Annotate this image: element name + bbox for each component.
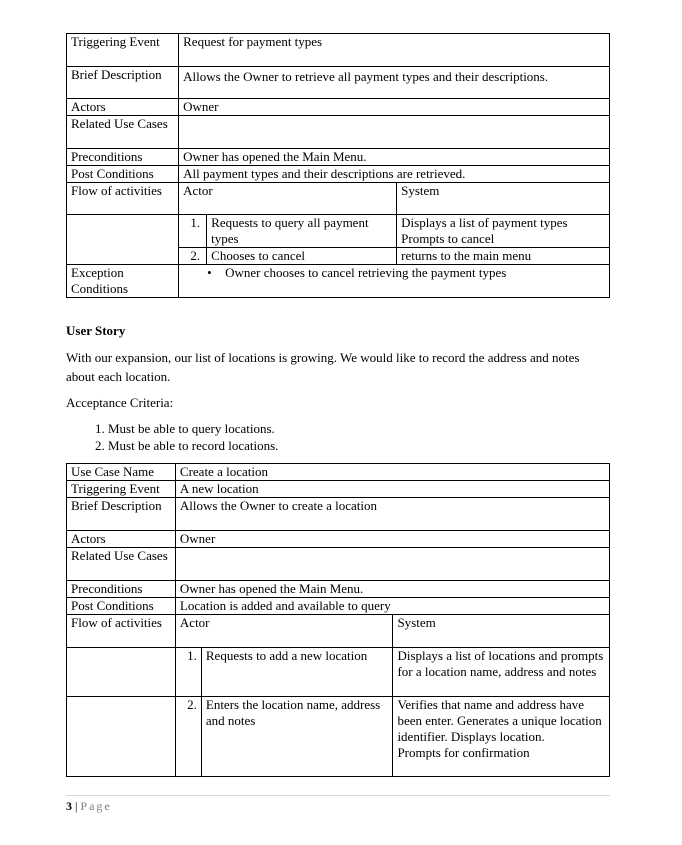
actors-label: Actors	[67, 99, 179, 116]
user-story-body: With our expansion, our list of locations is growing. We would like to record the address and notes about each location.	[66, 350, 580, 384]
system-column-header: System	[393, 615, 610, 648]
empty-cell	[67, 697, 176, 777]
page-number: 3	[66, 799, 72, 813]
use-case-name-value: Create a location	[175, 464, 609, 481]
actors-label: Actors	[67, 531, 176, 548]
list-item: 2. Must be able to record locations.	[108, 437, 278, 454]
related-use-cases-value	[179, 116, 610, 149]
footer-divider	[66, 795, 610, 796]
preconditions-value: Owner has opened the Main Menu.	[179, 149, 610, 166]
related-use-cases-label: Related Use Cases	[67, 548, 176, 581]
post-conditions-value: All payment types and their descriptions are retrieved.	[179, 166, 610, 183]
step-number: 2.	[179, 248, 207, 265]
use-case-name-label: Use Case Name	[67, 464, 176, 481]
table-row	[67, 697, 610, 777]
exception-conditions-value	[179, 265, 610, 298]
empty-cell	[67, 648, 176, 697]
triggering-event-label: Triggering Event	[67, 481, 176, 498]
step-system	[397, 215, 610, 248]
create-location-use-case-table	[66, 463, 610, 777]
table-row	[67, 648, 610, 697]
step-number: 2.	[175, 697, 201, 777]
page-footer	[66, 798, 112, 814]
brief-description-value: Allows the Owner to create a location	[175, 498, 609, 531]
exception-text: Owner chooses to cancel retrieving the payment types	[225, 265, 507, 280]
post-conditions-label: Post Conditions	[67, 166, 179, 183]
actor-column-header: Actor	[175, 615, 393, 648]
list-item: 1. Must be able to query locations.	[108, 420, 278, 437]
triggering-event-label: Triggering Event	[67, 34, 179, 67]
preconditions-value: Owner has opened the Main Menu.	[175, 581, 609, 598]
actors-value: Owner	[179, 99, 610, 116]
step-system	[393, 697, 610, 777]
system-column-header: System	[397, 183, 610, 215]
step-number: 1.	[179, 215, 207, 248]
preconditions-label: Preconditions	[67, 581, 176, 598]
step-system-line: Prompts to cancel	[401, 231, 495, 246]
step-system: returns to the main menu	[397, 248, 610, 265]
post-conditions-label: Post Conditions	[67, 598, 176, 615]
empty-cell	[67, 215, 179, 265]
brief-description-label: Brief Description	[67, 67, 179, 99]
related-use-cases-value	[175, 548, 609, 581]
acceptance-criteria-list	[66, 420, 278, 454]
preconditions-label: Preconditions	[67, 149, 179, 166]
related-use-cases-label: Related Use Cases	[67, 116, 179, 149]
step-actor: Enters the location name, address and notes	[201, 697, 393, 777]
exception-conditions-label: Exception Conditions	[67, 265, 179, 298]
step-system-line: Displays a list of payment types	[401, 215, 568, 230]
table-row	[67, 215, 610, 248]
step-actor: Requests to add a new location	[201, 648, 393, 697]
step-system-text: Verifies that name and address have been enter. Generates a unique location identifier. Displays location.	[397, 697, 602, 744]
footer-separator: |	[75, 799, 78, 813]
flow-of-activities-label: Flow of activities	[67, 183, 179, 215]
step-number: 1.	[175, 648, 201, 697]
user-story-heading: User Story	[66, 323, 126, 338]
brief-description-value: Allows the Owner to retrieve all payment types and their descriptions.	[179, 67, 610, 99]
page-label: Page	[80, 799, 112, 813]
step-actor: Requests to query all payment types	[207, 215, 397, 248]
triggering-event-value: Request for payment types	[179, 34, 610, 67]
actor-column-header: Actor	[179, 183, 397, 215]
step-system-extra: Prompts for confirmation	[397, 745, 530, 760]
flow-of-activities-label: Flow of activities	[67, 615, 176, 648]
post-conditions-value: Location is added and available to query	[175, 598, 609, 615]
actors-value: Owner	[175, 531, 609, 548]
acceptance-criteria-label: Acceptance Criteria:	[66, 395, 174, 410]
triggering-event-value: A new location	[175, 481, 609, 498]
brief-description-label: Brief Description	[67, 498, 176, 531]
payment-types-use-case-table	[66, 33, 610, 298]
step-system: Displays a list of locations and prompts for a location name, address and notes	[393, 648, 610, 697]
step-actor: Chooses to cancel	[207, 248, 397, 265]
